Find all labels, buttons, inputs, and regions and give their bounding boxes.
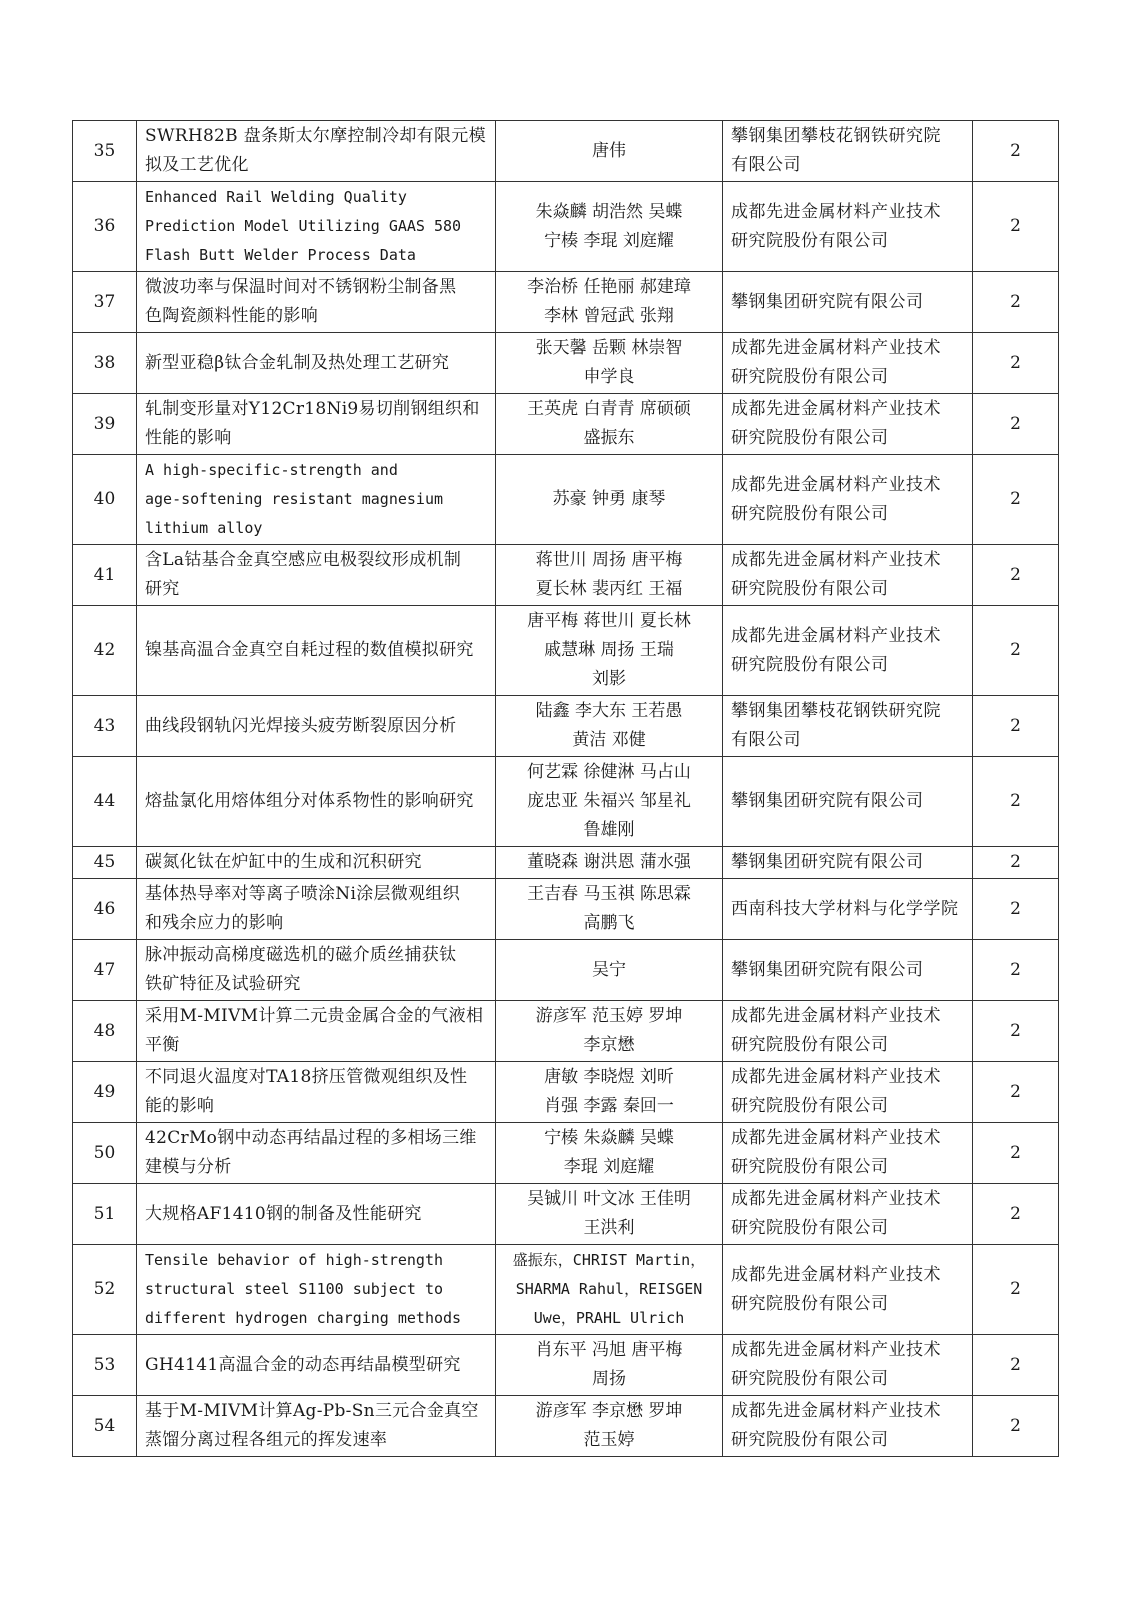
- row-number: [73, 606, 137, 696]
- authors-line: 王洪利: [583, 1218, 635, 1238]
- row-number-text: 50: [93, 1142, 116, 1163]
- count: [973, 847, 1059, 879]
- table-body: [73, 121, 1059, 1457]
- authors: [496, 182, 723, 272]
- organization: [723, 940, 973, 1001]
- row-number-text: 39: [93, 413, 116, 434]
- table-row: [73, 455, 1059, 545]
- organization: [723, 757, 973, 847]
- count-text: 2: [1010, 1354, 1021, 1375]
- organization: [723, 182, 973, 272]
- authors: [496, 1335, 723, 1396]
- paper-title: [137, 879, 496, 940]
- paper-title-line: different hydrogen charging methods: [145, 1309, 462, 1327]
- row-number: [73, 696, 137, 757]
- organization-line: 研究院股份有限公司: [731, 1157, 889, 1177]
- paper-title-line: 铁矿特征及试验研究: [145, 974, 301, 994]
- row-number: [73, 1245, 137, 1335]
- count: [973, 606, 1059, 696]
- row-number-text: 41: [93, 564, 116, 585]
- count-text: 2: [1010, 216, 1021, 236]
- organization-line: 研究院股份有限公司: [731, 230, 889, 251]
- paper-title: [137, 545, 496, 606]
- authors-line: 肖强 李露 秦回一: [544, 1096, 674, 1116]
- organization: [723, 1123, 973, 1184]
- authors-line: 盛振东: [583, 428, 635, 448]
- authors-line: 张天馨 岳颗 林崇智: [535, 338, 683, 358]
- paper-title-line: 熔盐氯化用熔体组分对体系物性的影响研究: [145, 791, 474, 811]
- organization-line: 成都先进金属材料产业技术: [731, 625, 941, 646]
- organization: [723, 121, 973, 182]
- organization-line: 成都先进金属材料产业技术: [731, 338, 941, 358]
- organization: [723, 879, 973, 940]
- authors-line: 李琨 刘庭耀: [563, 1157, 655, 1177]
- authors-line: 董晓森 谢洪恩 蒲水强: [527, 852, 691, 872]
- organization-line: 成都先进金属材料产业技术: [731, 1128, 941, 1148]
- paper-title: [137, 696, 496, 757]
- authors-line: 宁楱 李琨 刘庭耀: [544, 230, 674, 251]
- authors-line: 李京懋: [583, 1035, 635, 1055]
- row-number-text: 43: [93, 715, 116, 736]
- table-row: [73, 545, 1059, 606]
- organization: [723, 1001, 973, 1062]
- authors-line: 鲁雄刚: [583, 820, 635, 840]
- row-number-text: 51: [93, 1203, 116, 1224]
- row-number-text: 44: [93, 791, 116, 811]
- authors-line: 李林 曾冠武 张翔: [544, 306, 674, 326]
- paper-title: [137, 182, 496, 272]
- authors-line: Uwe，PRAHL Ulrich: [533, 1309, 685, 1327]
- row-number: [73, 1184, 137, 1245]
- paper-title-line: 碳氮化钛在炉缸中的生成和沉积研究: [145, 852, 422, 872]
- organization: [723, 1335, 973, 1396]
- organization-line: 研究院股份有限公司: [731, 503, 889, 524]
- table-row: [73, 1123, 1059, 1184]
- authors-line: 庞忠亚 朱福兴 邹星礼: [527, 791, 691, 811]
- authors: [496, 121, 723, 182]
- paper-title-line: 建模与分析: [145, 1157, 232, 1177]
- table-row: [73, 1335, 1059, 1396]
- authors: [496, 455, 723, 545]
- paper-title-line: 新型亚稳β钛合金轧制及热处理工艺研究: [145, 352, 450, 373]
- count: [973, 394, 1059, 455]
- paper-title-line: 和残余应力的影响: [145, 913, 284, 933]
- count-text: 2: [1010, 413, 1021, 434]
- paper-title-line: lithium alloy: [145, 519, 263, 537]
- authors-line: 高鹏飞: [583, 913, 635, 933]
- authors-line: 李治桥 任艳丽 郝建璋: [527, 277, 691, 297]
- table-row: [73, 272, 1059, 333]
- paper-title-line: 不同退火温度对TA18挤压管微观组织及性: [145, 1067, 468, 1087]
- paper-title-line: structural steel S1100 subject to: [145, 1280, 444, 1298]
- count-text: 2: [1010, 1142, 1021, 1163]
- count-text: 2: [1010, 959, 1021, 980]
- row-number-text: 49: [93, 1081, 116, 1102]
- document-page: [72, 120, 1058, 1457]
- authors: [496, 696, 723, 757]
- organization-line: 攀钢集团研究院有限公司: [731, 291, 924, 312]
- paper-title: [137, 333, 496, 394]
- count-text: 2: [1010, 1081, 1021, 1102]
- authors: [496, 879, 723, 940]
- authors-line: 吴铖川 叶文冰 王佳明: [527, 1189, 691, 1209]
- table-row: [73, 757, 1059, 847]
- row-number-text: 36: [93, 216, 116, 236]
- organization: [723, 696, 973, 757]
- table-row: [73, 394, 1059, 455]
- authors: [496, 940, 723, 1001]
- count: [973, 940, 1059, 1001]
- paper-title-line: Prediction Model Utilizing GAAS 580: [145, 217, 462, 235]
- authors: [496, 394, 723, 455]
- row-number-text: 40: [93, 489, 116, 509]
- count: [973, 272, 1059, 333]
- count: [973, 1123, 1059, 1184]
- count: [973, 455, 1059, 545]
- count-text: 2: [1010, 1020, 1021, 1041]
- authors: [496, 1396, 723, 1457]
- row-number: [73, 455, 137, 545]
- row-number: [73, 182, 137, 272]
- organization: [723, 394, 973, 455]
- table-row: [73, 1001, 1059, 1062]
- count-text: 2: [1010, 715, 1021, 736]
- authors-line: 唐平梅 蒋世川 夏长林: [527, 611, 691, 631]
- paper-title-line: 平衡: [145, 1035, 180, 1055]
- organization-line: 研究院股份有限公司: [731, 367, 889, 387]
- organization-line: 有限公司: [731, 730, 801, 750]
- paper-title-line: A high-specific-strength and: [145, 461, 398, 479]
- authors: [496, 1123, 723, 1184]
- row-number-text: 35: [93, 140, 116, 161]
- paper-title-line: 曲线段钢轨闪光焊接头疲劳断裂原因分析: [145, 715, 457, 736]
- organization-line: 成都先进金属材料产业技术: [731, 550, 941, 570]
- count: [973, 121, 1059, 182]
- paper-title: [137, 940, 496, 1001]
- count-text: 2: [1010, 640, 1021, 660]
- paper-title: [137, 847, 496, 879]
- organization-line: 研究院股份有限公司: [731, 1430, 889, 1450]
- organization-line: 西南科技大学材料与化学学院: [731, 898, 959, 919]
- paper-title-line: 色陶瓷颜料性能的影响: [145, 306, 318, 326]
- organization: [723, 1062, 973, 1123]
- authors-line: 黄洁 邓健: [572, 730, 646, 750]
- row-number: [73, 1123, 137, 1184]
- organization-line: 成都先进金属材料产业技术: [731, 474, 941, 495]
- row-number-text: 37: [93, 291, 116, 312]
- paper-title-line: 轧制变形量对Y12Cr18Ni9易切削钢组织和: [145, 399, 480, 419]
- paper-title-line: Flash Butt Welder Process Data: [145, 246, 416, 264]
- organization: [723, 333, 973, 394]
- count-text: 2: [1010, 1415, 1021, 1436]
- paper-title-line: 脉冲振动高梯度磁选机的磁介质丝捕获钛: [145, 945, 457, 965]
- organization-line: 研究院股份有限公司: [731, 1096, 889, 1116]
- table-row: [73, 940, 1059, 1001]
- paper-title-line: 42CrMo钢中动态再结晶过程的多相场三维: [145, 1128, 477, 1148]
- organization-line: 研究院股份有限公司: [731, 1293, 889, 1314]
- authors: [496, 847, 723, 879]
- count-text: 2: [1010, 852, 1021, 872]
- authors-line: 吴宁: [592, 959, 626, 980]
- awards-table: [72, 120, 1059, 1457]
- authors-line: 范玉婷: [583, 1430, 635, 1450]
- paper-title-line: 镍基高温合金真空自耗过程的数值模拟研究: [145, 640, 474, 660]
- row-number-text: 54: [93, 1415, 116, 1436]
- organization-line: 成都先进金属材料产业技术: [731, 1006, 941, 1026]
- row-number: [73, 121, 137, 182]
- paper-title-line: 性能的影响: [145, 428, 232, 448]
- paper-title-line: GH4141高温合金的动态再结晶模型研究: [145, 1354, 461, 1375]
- authors-line: 盛振东，CHRIST Martin，: [512, 1251, 706, 1269]
- count: [973, 696, 1059, 757]
- table-row: [73, 606, 1059, 696]
- count: [973, 1335, 1059, 1396]
- organization-line: 成都先进金属材料产业技术: [731, 1401, 941, 1421]
- table-row: [73, 696, 1059, 757]
- authors-line: 周扬: [592, 1369, 626, 1389]
- paper-title-line: 拟及工艺优化: [145, 155, 249, 175]
- count-text: 2: [1010, 1203, 1021, 1224]
- authors: [496, 1062, 723, 1123]
- organization-line: 成都先进金属材料产业技术: [731, 1067, 941, 1087]
- organization-line: 成都先进金属材料产业技术: [731, 1189, 941, 1209]
- organization-line: 成都先进金属材料产业技术: [731, 201, 941, 222]
- paper-title-line: 微波功率与保温时间对不锈钢粉尘制备黑: [145, 277, 457, 297]
- authors-line: 游彦军 范玉婷 罗坤: [535, 1006, 683, 1026]
- count-text: 2: [1010, 489, 1021, 509]
- row-number-text: 46: [93, 898, 116, 919]
- paper-title: [137, 606, 496, 696]
- row-number-text: 47: [93, 959, 116, 980]
- organization-line: 成都先进金属材料产业技术: [731, 1340, 941, 1360]
- row-number-text: 45: [93, 852, 116, 872]
- count: [973, 182, 1059, 272]
- table-row: [73, 1062, 1059, 1123]
- row-number-text: 38: [93, 352, 116, 373]
- paper-title-line: SWRH82B 盘条斯太尔摩控制冷却有限元模: [145, 126, 486, 146]
- authors-line: 唐敏 李晓煜 刘昕: [544, 1067, 674, 1087]
- authors-line: 何艺霖 徐健淋 马占山: [527, 762, 691, 782]
- paper-title: [137, 1245, 496, 1335]
- authors-line: 申学良: [583, 367, 635, 387]
- paper-title-line: 含La钴基合金真空感应电极裂纹形成机制: [145, 550, 462, 570]
- organization-line: 研究院股份有限公司: [731, 654, 889, 675]
- organization-line: 成都先进金属材料产业技术: [731, 399, 941, 419]
- table-row: [73, 1184, 1059, 1245]
- organization-line: 研究院股份有限公司: [731, 1369, 889, 1389]
- organization-line: 研究院股份有限公司: [731, 1218, 889, 1238]
- row-number: [73, 272, 137, 333]
- authors-line: 苏豪 钟勇 康琴: [552, 489, 666, 509]
- paper-title-line: 基于M-MIVM计算Ag-Pb-Sn三元合金真空: [145, 1401, 479, 1421]
- row-number: [73, 940, 137, 1001]
- organization: [723, 1184, 973, 1245]
- paper-title: [137, 455, 496, 545]
- count: [973, 1245, 1059, 1335]
- organization: [723, 606, 973, 696]
- authors-line: SHARMA Rahul，REISGEN: [515, 1280, 703, 1298]
- organization-line: 攀钢集团攀枝花钢铁研究院: [731, 701, 941, 721]
- paper-title: [137, 1123, 496, 1184]
- authors-line: 陆鑫 李大东 王若愚: [535, 701, 683, 721]
- authors-line: 夏长林 裴丙红 王福: [535, 579, 683, 599]
- table-row: [73, 1396, 1059, 1457]
- paper-title-line: Tensile behavior of high-strength: [145, 1251, 444, 1269]
- authors-line: 唐伟: [592, 140, 626, 161]
- authors-line: 王吉春 马玉祺 陈思霖: [527, 884, 691, 904]
- row-number: [73, 847, 137, 879]
- authors: [496, 1245, 723, 1335]
- count-text: 2: [1010, 1279, 1021, 1299]
- row-number-text: 52: [93, 1279, 116, 1299]
- count: [973, 1001, 1059, 1062]
- paper-title: [137, 1396, 496, 1457]
- organization-line: 攀钢集团攀枝花钢铁研究院: [731, 126, 941, 146]
- organization: [723, 1396, 973, 1457]
- row-number: [73, 1396, 137, 1457]
- authors: [496, 272, 723, 333]
- paper-title-line: 蒸馏分离过程各组元的挥发速率: [145, 1430, 388, 1450]
- table-row: [73, 1245, 1059, 1335]
- row-number: [73, 394, 137, 455]
- paper-title: [137, 1335, 496, 1396]
- paper-title-line: 大规格AF1410钢的制备及性能研究: [145, 1203, 422, 1224]
- count: [973, 1184, 1059, 1245]
- authors-line: 王英虎 白青青 席硕硕: [527, 399, 691, 419]
- count-text: 2: [1010, 291, 1021, 312]
- row-number: [73, 545, 137, 606]
- authors-line: 宁楱 朱焱麟 吴蝶: [544, 1128, 674, 1148]
- authors-line: 游彦军 李京懋 罗坤: [535, 1401, 683, 1421]
- count-text: 2: [1010, 140, 1021, 161]
- organization-line: 研究院股份有限公司: [731, 579, 889, 599]
- authors: [496, 545, 723, 606]
- paper-title: [137, 394, 496, 455]
- table-row: [73, 847, 1059, 879]
- table-row: [73, 121, 1059, 182]
- authors-line: 朱焱麟 胡浩然 吴蝶: [535, 201, 683, 222]
- paper-title-line: 基体热导率对等离子喷涂Ni涂层微观组织: [145, 884, 461, 904]
- authors: [496, 1001, 723, 1062]
- table-row: [73, 879, 1059, 940]
- organization: [723, 455, 973, 545]
- organization-line: 研究院股份有限公司: [731, 428, 889, 448]
- paper-title: [137, 1184, 496, 1245]
- organization-line: 攀钢集团研究院有限公司: [731, 852, 924, 872]
- row-number: [73, 879, 137, 940]
- authors: [496, 333, 723, 394]
- count: [973, 545, 1059, 606]
- paper-title-line: age-softening resistant magnesium: [145, 490, 444, 508]
- paper-title: [137, 121, 496, 182]
- row-number-text: 42: [93, 640, 116, 660]
- paper-title: [137, 1062, 496, 1123]
- organization-line: 研究院股份有限公司: [731, 1035, 889, 1055]
- count-text: 2: [1010, 352, 1021, 373]
- organization: [723, 545, 973, 606]
- organization: [723, 1245, 973, 1335]
- row-number-text: 48: [93, 1020, 116, 1041]
- row-number: [73, 757, 137, 847]
- count: [973, 333, 1059, 394]
- organization: [723, 847, 973, 879]
- authors-line: 刘影: [592, 669, 626, 689]
- count-text: 2: [1010, 898, 1021, 919]
- paper-title-line: 能的影响: [145, 1096, 215, 1116]
- row-number: [73, 1001, 137, 1062]
- organization-line: 攀钢集团研究院有限公司: [731, 959, 924, 980]
- authors-line: 蒋世川 周扬 唐平梅: [535, 550, 683, 570]
- paper-title-line: Enhanced Rail Welding Quality: [145, 188, 407, 206]
- paper-title-line: 研究: [145, 579, 180, 599]
- authors: [496, 757, 723, 847]
- row-number-text: 53: [93, 1354, 116, 1375]
- paper-title: [137, 1001, 496, 1062]
- count: [973, 1396, 1059, 1457]
- count: [973, 1062, 1059, 1123]
- count: [973, 879, 1059, 940]
- table-row: [73, 333, 1059, 394]
- count-text: 2: [1010, 564, 1021, 585]
- organization-line: 有限公司: [731, 155, 801, 175]
- row-number: [73, 333, 137, 394]
- authors-line: 戚慧琳 周扬 王瑞: [544, 640, 674, 660]
- paper-title-line: 采用M-MIVM计算二元贵金属合金的气液相: [145, 1006, 484, 1026]
- row-number: [73, 1062, 137, 1123]
- authors: [496, 1184, 723, 1245]
- authors: [496, 606, 723, 696]
- organization: [723, 272, 973, 333]
- count: [973, 757, 1059, 847]
- table-row: [73, 182, 1059, 272]
- paper-title: [137, 272, 496, 333]
- organization-line: 攀钢集团研究院有限公司: [731, 791, 924, 811]
- authors-line: 肖东平 冯旭 唐平梅: [535, 1340, 683, 1360]
- paper-title: [137, 757, 496, 847]
- row-number: [73, 1335, 137, 1396]
- organization-line: 成都先进金属材料产业技术: [731, 1264, 941, 1285]
- count-text: 2: [1010, 791, 1021, 811]
